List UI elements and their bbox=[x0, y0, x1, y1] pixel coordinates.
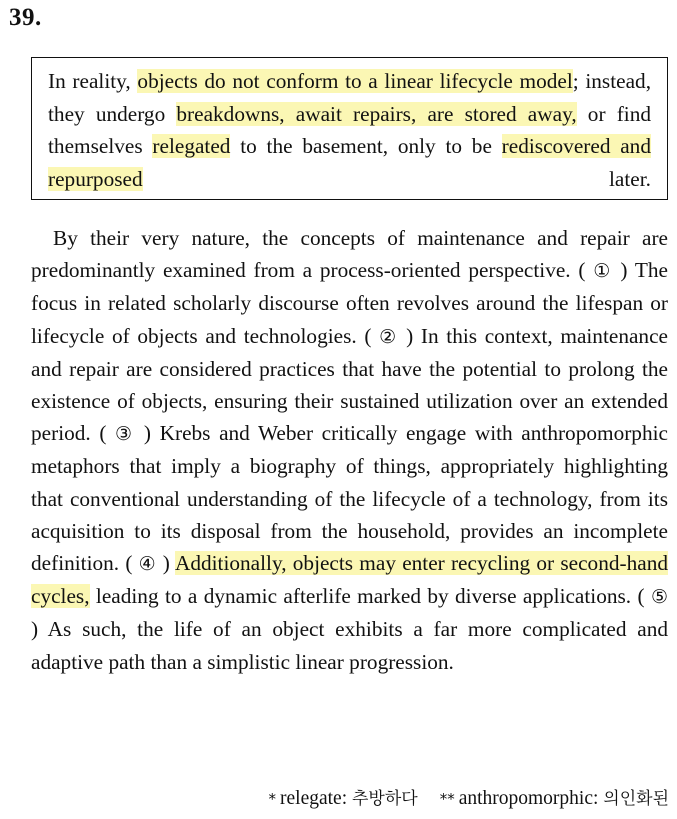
footnote-term: anthropomorphic: bbox=[458, 788, 599, 809]
given-text: ; instead, they undergo bbox=[48, 69, 652, 126]
given-sentence-box bbox=[31, 57, 668, 200]
highlight: rediscovered and repurposed bbox=[48, 134, 651, 191]
passage-text: leading to a dynamic afterlife marked by diverse applications. ( bbox=[89, 584, 651, 609]
footnote-marker: * bbox=[268, 790, 276, 808]
insertion-marker-2: ② bbox=[379, 325, 399, 348]
footnotes bbox=[269, 784, 670, 810]
footnote-meaning: 추방하다 bbox=[352, 789, 418, 809]
passage-text: ) The focus in related scholarly discourse often revolves around the lifespan or lifecycle of objects and technologies. ( bbox=[31, 258, 669, 348]
passage-text: ) In this context, maintenance and repair are considered practices that have the potential to prolong the existence of objects, ensuring their sustained utilization over an extended period. ( bbox=[31, 323, 668, 446]
given-text: In reality, bbox=[48, 69, 138, 93]
given-text: or find themselves bbox=[48, 101, 652, 158]
insertion-marker-3: ③ bbox=[115, 423, 136, 446]
passage-text: ) As such, the life of an object exhibits a far more complicated and adaptive path than a simplistic linear progression. bbox=[31, 617, 668, 674]
highlight: breakdowns, await repairs, are stored away, bbox=[176, 101, 577, 126]
given-text: to the basement, only to be bbox=[230, 134, 502, 158]
footnote-term: relegate: bbox=[280, 788, 348, 809]
footnote-meaning: 의인화된 bbox=[603, 789, 669, 809]
passage-text: By their very nature, the concepts of maintenance and repair are predominantly examined from a process-oriented perspective. ( bbox=[31, 226, 668, 283]
insertion-marker-5: ⑤ bbox=[650, 586, 668, 609]
passage-text: ) bbox=[156, 551, 175, 576]
question-number: 39. bbox=[9, 4, 42, 31]
passage-text: ) Krebs and Weber critically engage with anthropomorphic metaphors that imply a biography of things, appropriately highlighting that conventional understanding of the lifecycle of a technology, from its acquisition to its disposal from the household, provides an incomplete definition. ( bbox=[31, 421, 668, 576]
insertion-marker-4: ④ bbox=[138, 553, 157, 576]
highlight: objects do not conform to a linear lifecycle model bbox=[137, 69, 573, 93]
highlight: Additionally, objects may enter recycling or second-hand cycles, bbox=[31, 551, 668, 609]
given-text: later. bbox=[142, 166, 651, 191]
highlight: relegated bbox=[152, 134, 231, 158]
passage bbox=[31, 222, 668, 678]
insertion-marker-1: ① bbox=[593, 260, 613, 283]
footnote-marker: ** bbox=[439, 790, 455, 808]
given-sentence bbox=[48, 65, 651, 195]
